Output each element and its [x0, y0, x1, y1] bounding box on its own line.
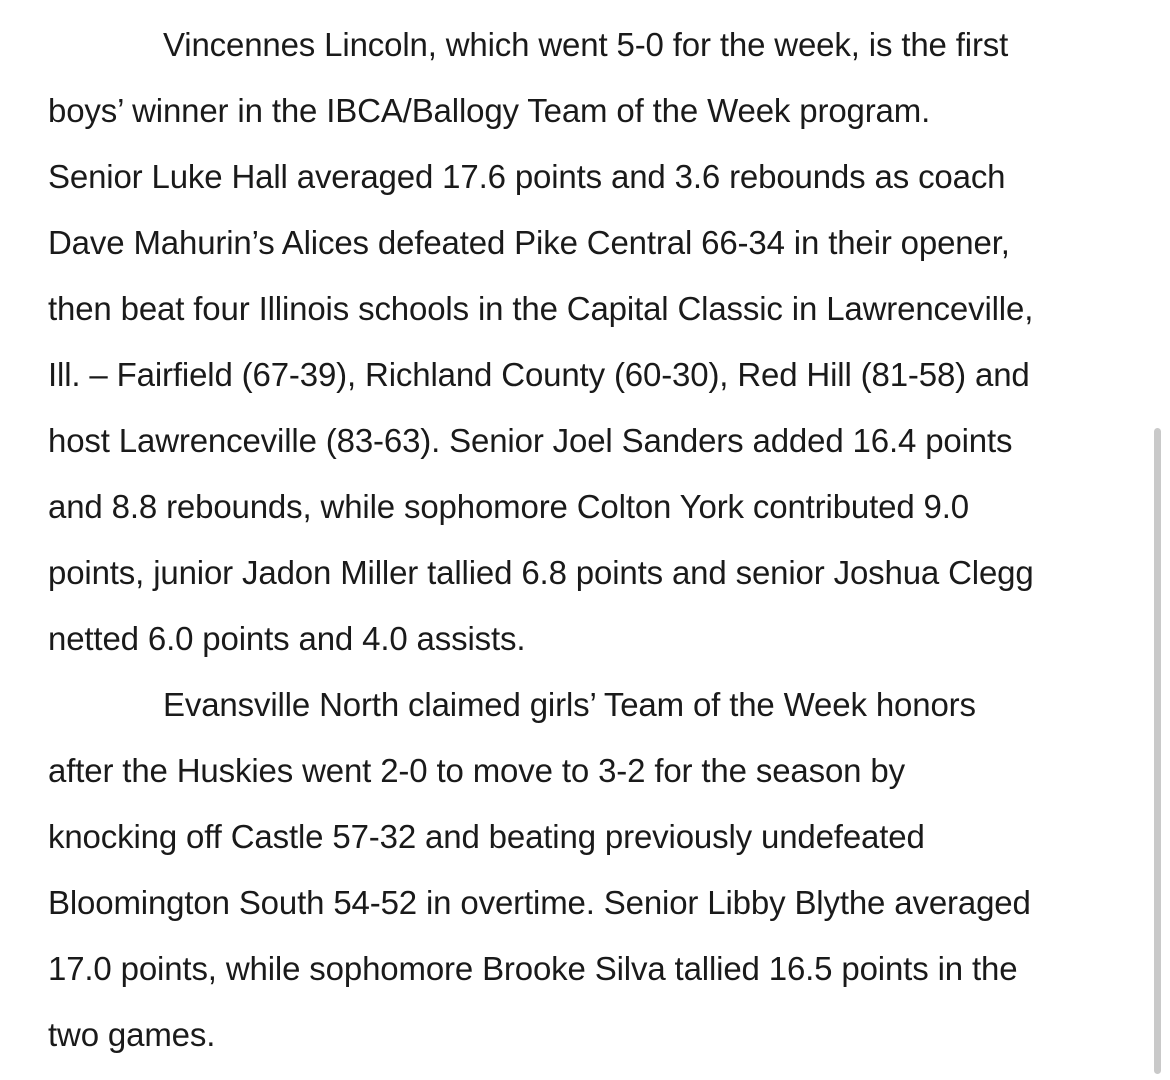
text-line: boys’ winner in the IBCA/Ballogy Team of the Week program.	[48, 92, 931, 129]
text-line: Senior Luke Hall averaged 17.6 points and 3.6 rebounds as coach	[48, 158, 1006, 195]
text-line: Bloomington South 54-52 in overtime. Senior Libby Blythe averaged	[48, 884, 1031, 921]
vertical-scrollbar[interactable]	[1154, 428, 1161, 1074]
text-line: after the Huskies went 2-0 to move to 3-2 for the season by	[48, 752, 905, 789]
text-line: Evansville North claimed girls’ Team of the Week honors	[163, 686, 976, 723]
text-line: netted 6.0 points and 4.0 assists.	[48, 620, 526, 657]
text-line: host Lawrenceville (83-63). Senior Joel Sanders added 16.4 points	[48, 422, 1013, 459]
paragraph-girls-team-of-week	[48, 672, 1148, 1068]
text-line: two games.	[48, 1016, 216, 1053]
text-line: Vincennes Lincoln, which went 5-0 for the week, is the first	[163, 26, 1009, 63]
text-line: Dave Mahurin’s Alices defeated Pike Central 66-34 in their opener,	[48, 224, 1010, 261]
text-line: and 8.8 rebounds, while sophomore Colton York contributed 9.0	[48, 488, 969, 525]
text-line: points, junior Jadon Miller tallied 6.8 points and senior Joshua Clegg	[48, 554, 1034, 591]
text-line: Ill. – Fairfield (67-39), Richland County (60-30), Red Hill (81-58) and	[48, 356, 1030, 393]
paragraph-boys-team-of-week	[48, 12, 1148, 672]
text-line: knocking off Castle 57-32 and beating previously undefeated	[48, 818, 925, 855]
text-line: then beat four Illinois schools in the Capital Classic in Lawrenceville,	[48, 290, 1034, 327]
text-line: 17.0 points, while sophomore Brooke Silva tallied 16.5 points in the	[48, 950, 1018, 987]
document-body	[48, 12, 1148, 1068]
